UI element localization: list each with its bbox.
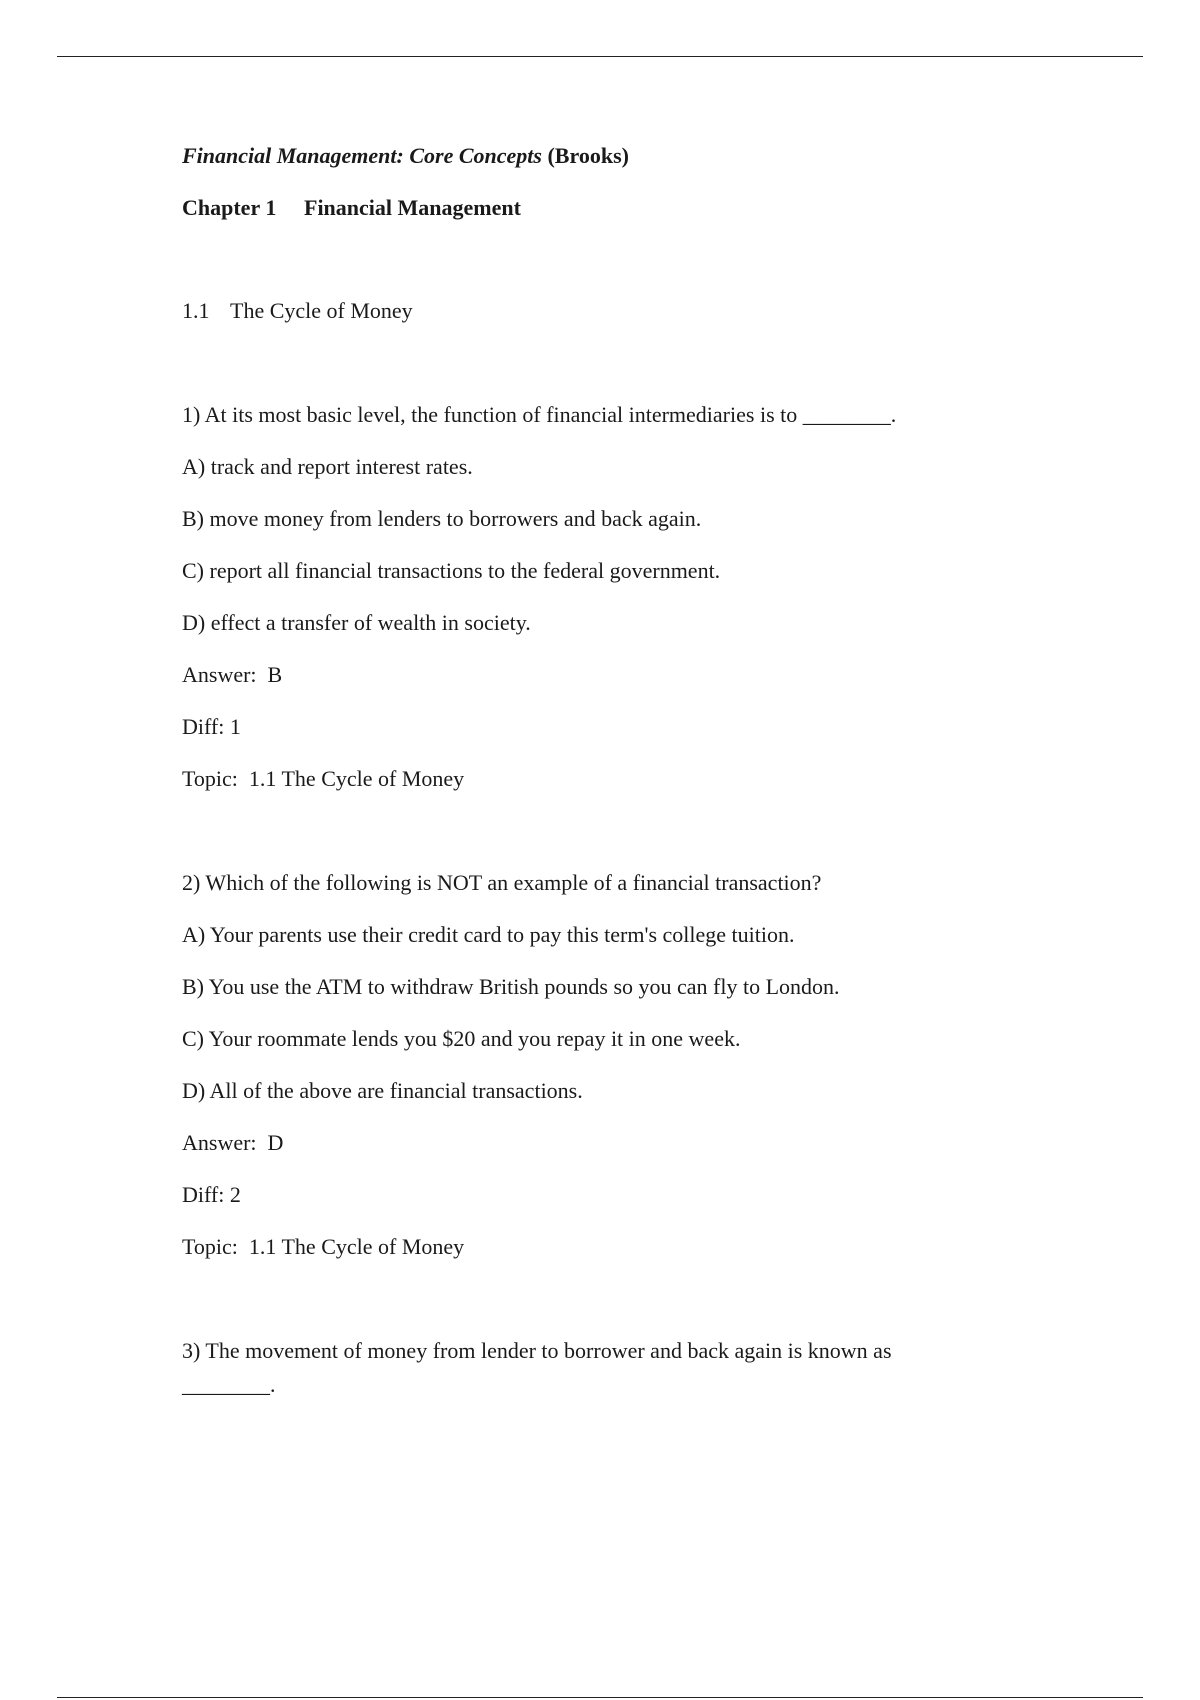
answer-option-d: D) effect a transfer of wealth in society. — [182, 610, 531, 635]
answer-option-c: C) Your roommate lends you $20 and you repay it in one week. — [182, 1026, 741, 1051]
difficulty: Diff: 1 — [182, 714, 241, 739]
answer-option-b: B) move money from lenders to borrowers and back again. — [182, 506, 702, 531]
section-title: The Cycle of Money — [230, 298, 413, 323]
top-rule — [57, 56, 1143, 57]
topic: Topic: 1.1 The Cycle of Money — [182, 1234, 465, 1259]
bottom-rule — [57, 1697, 1143, 1698]
question-stem: 3) The movement of money from lender to borrower and back again is known as — [182, 1338, 892, 1363]
book-title-italic: Financial Management: Core Concepts — [182, 143, 542, 168]
question-block-2 — [182, 869, 1062, 1261]
chapter-heading — [182, 194, 1062, 222]
answer-option-c: C) report all financial transactions to the federal government. — [182, 558, 721, 583]
question-stem: 1) At its most basic level, the function of financial intermediaries is to ________. — [182, 402, 897, 427]
page-content — [182, 142, 1062, 1399]
answer-key: Answer: B — [182, 662, 283, 687]
section-number: 1.1 — [182, 298, 210, 323]
question-stem: 2) Which of the following is NOT an example of a financial transaction? — [182, 870, 822, 895]
answer-option-a: A) Your parents use their credit card to pay this term's college tuition. — [182, 922, 795, 947]
book-author: (Brooks) — [541, 143, 629, 168]
answer-option-d: D) All of the above are financial transactions. — [182, 1078, 583, 1103]
chapter-number: Chapter 1 — [182, 195, 277, 220]
answer-option-a: A) track and report interest rates. — [182, 454, 473, 479]
chapter-title: Financial Management — [304, 195, 521, 220]
question-stem-continued: ________. — [182, 1372, 276, 1397]
difficulty: Diff: 2 — [182, 1182, 241, 1207]
topic: Topic: 1.1 The Cycle of Money — [182, 766, 465, 791]
book-title — [182, 142, 1062, 170]
section-heading — [182, 297, 1062, 325]
answer-option-b: B) You use the ATM to withdraw British pounds so you can fly to London. — [182, 974, 840, 999]
question-block-3 — [182, 1337, 1062, 1399]
question-block-1 — [182, 401, 1062, 793]
answer-key: Answer: D — [182, 1130, 284, 1155]
